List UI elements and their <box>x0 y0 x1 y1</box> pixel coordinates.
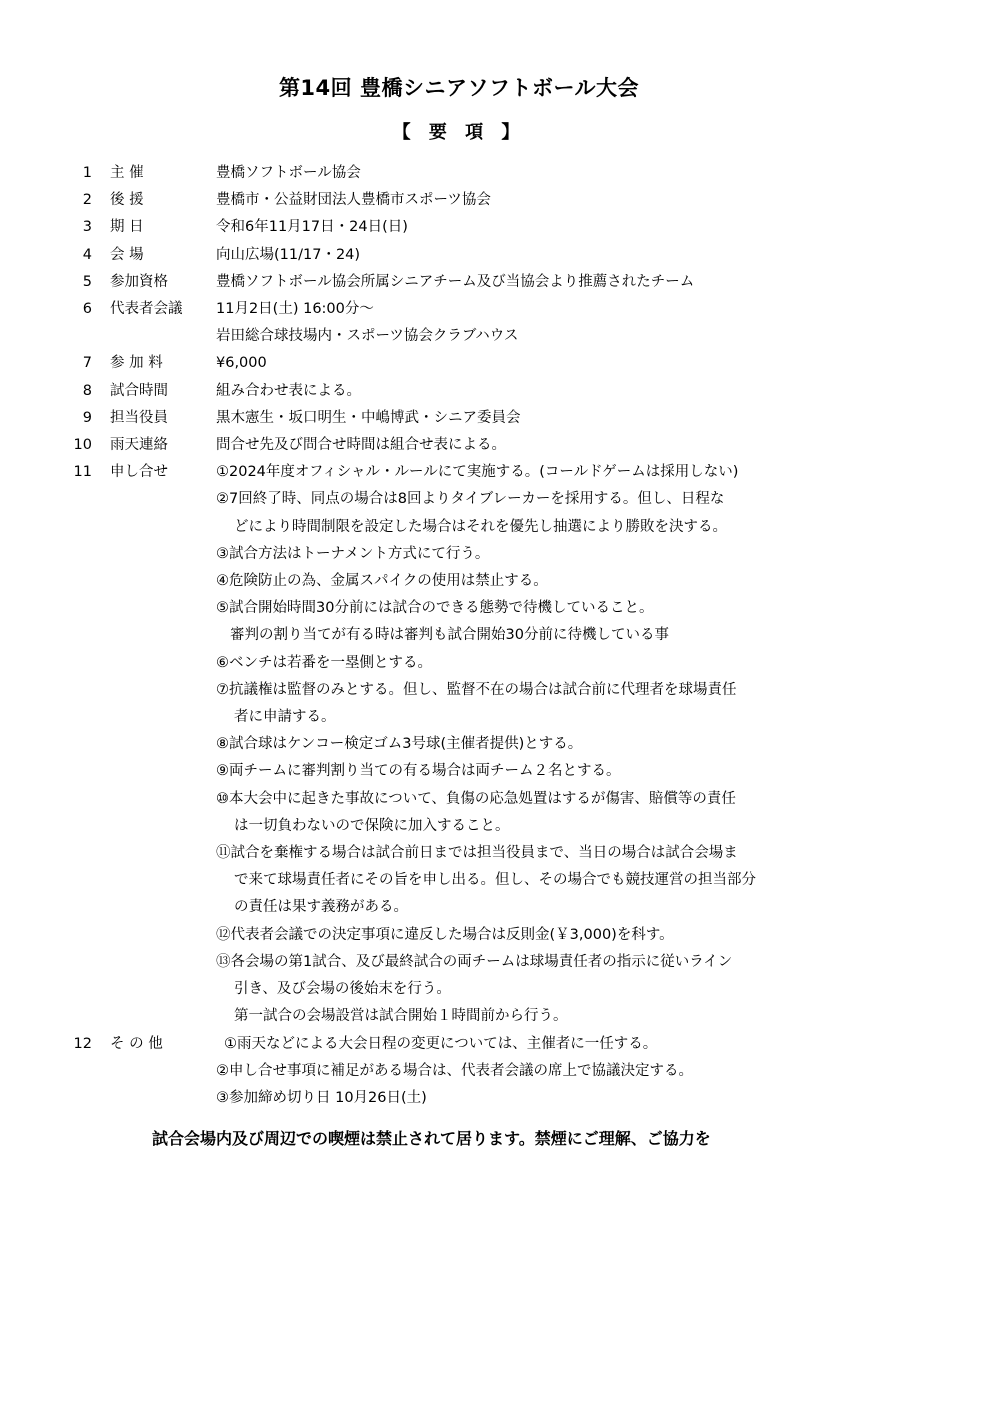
rule-line: 審判の割り当てが有る時は審判も試合開始30分前に待機している事 <box>230 627 669 644</box>
section-content <box>216 269 826 296</box>
rule-line: ⑦抗議権は監督のみとする。但し、監督不在の場合は試合前に代理者を球場責任 <box>216 681 737 698</box>
section-content <box>216 187 826 214</box>
section-label: 担当役員 <box>110 409 168 426</box>
section-line: ¥6,000 <box>216 355 267 372</box>
rule-line: ⑤試合開始時間30分前には試合のできる態勢で待機していること。 <box>216 600 654 617</box>
section-line: 令和6年11月17日・24日(日) <box>216 219 408 236</box>
rule-line: ⑬各会場の第1試合、及び最終試合の両チームは球場責任者の指示に従いライン <box>216 953 733 970</box>
rule-line: は一切負わないので保険に加入すること。 <box>234 817 510 834</box>
section-row <box>0 405 992 432</box>
section-number: 12 <box>73 1035 92 1052</box>
rule-line: 第一試合の会場設営は試合開始１時間前から行う。 <box>234 1008 568 1025</box>
section-content <box>216 242 826 269</box>
section-label: 参 加 料 <box>110 355 163 372</box>
rule-line: どにより時間制限を設定した場合はそれを優先し抽選により勝敗を決する。 <box>234 518 727 535</box>
section-number: 7 <box>82 355 92 372</box>
section-row <box>0 1031 992 1113</box>
no-smoking-notice: 試合会場内及び周辺での喫煙は禁止されて居ります。禁煙にご理解、ご協力を <box>152 1129 711 1148</box>
section-row <box>0 242 992 269</box>
section-line: 豊橋市・公益財団法人豊橋市スポーツ協会 <box>216 192 491 209</box>
rule-line: ⑥ベンチは若番を一塁側とする。 <box>216 654 432 671</box>
rule-line: ③試合方法はトーナメント方式にて行う。 <box>216 545 490 562</box>
rule-line: で来て球場責任者にその旨を申し出る。但し、その場合でも競技運営の担当部分 <box>234 872 756 889</box>
rule-line: ①2024年度オフィシャル・ルールにて実施する。(コールドゲームは採用しない) <box>216 464 739 481</box>
section-number: 8 <box>82 382 92 399</box>
rule-line: の責任は果す義務がある。 <box>234 899 408 916</box>
section-line: 問合せ先及び問合せ時間は組合せ表による。 <box>216 437 506 454</box>
section-line: 豊橋ソフトボール協会 <box>216 165 361 181</box>
section-number: 6 <box>82 301 92 318</box>
section-number: 9 <box>82 409 92 426</box>
section-label: 後 援 <box>110 192 144 209</box>
rule-line: ⑩本大会中に起きた事故について、負傷の応急処置はするが傷害、賠償等の責任 <box>216 790 736 807</box>
section-number: 5 <box>82 273 92 290</box>
section-content <box>216 350 826 377</box>
section-row <box>0 350 992 377</box>
section-label: 参加資格 <box>110 273 168 290</box>
other-line: ①雨天などによる大会日程の変更については、主催者に一任する。 <box>224 1035 658 1052</box>
section-row <box>0 214 992 241</box>
section-content <box>216 432 826 459</box>
rule-line: 引き、及び会場の後始末を行う。 <box>234 981 451 998</box>
section-label: 試合時間 <box>110 382 168 399</box>
section-content <box>216 160 826 187</box>
sections-list <box>0 160 992 1112</box>
rule-line: ②7回終了時、同点の場合は8回よりタイブレーカーを採用する。但し、日程な <box>216 491 725 508</box>
section-content <box>216 378 826 405</box>
section-number: 10 <box>73 437 92 454</box>
section-line: 向山広場(11/17・24) <box>216 246 361 263</box>
section-row <box>0 459 992 1030</box>
section-label: 期 日 <box>110 219 144 236</box>
section-line: 豊橋ソフトボール協会所属シニアチーム及び当協会より推薦されたチーム <box>216 273 695 290</box>
section-number: 2 <box>82 192 92 209</box>
section-content <box>216 1031 826 1113</box>
section-label: 代表者会議 <box>110 301 183 318</box>
section-content <box>216 459 826 1030</box>
section-row <box>0 187 992 214</box>
document-title: 第14回 豊橋シニアソフトボール大会 <box>278 76 640 100</box>
section-line: 組み合わせ表による。 <box>216 382 361 399</box>
other-line: ②申し合せ事項に補足がある場合は、代表者会議の席上で協議決定する。 <box>216 1062 693 1079</box>
section-number: 1 <box>82 165 92 181</box>
rule-line: 者に申請する。 <box>234 709 336 726</box>
section-number: 4 <box>82 246 92 263</box>
section-line: 11月2日(土) 16:00分～ <box>216 301 374 318</box>
rule-line: ⑫代表者会議での決定事項に違反した場合は反則金(￥3,000)を科す。 <box>216 926 674 943</box>
section-content <box>216 405 826 432</box>
section-line: 黒木憲生・坂口明生・中嶋博武・シニア委員会 <box>216 409 521 426</box>
other-line: ③参加締め切り日 10月26日(土) <box>216 1089 427 1106</box>
section-row <box>0 269 992 296</box>
section-number: 11 <box>73 464 92 481</box>
section-number: 3 <box>82 219 92 236</box>
section-label: 雨天連絡 <box>110 437 168 454</box>
section-label: 会 場 <box>110 246 144 263</box>
section-row <box>0 160 992 187</box>
section-label: そ の 他 <box>110 1035 163 1052</box>
rule-line: ⑪試合を棄権する場合は試合前日までは担当役員まで、当日の場合は試合会場ま <box>216 845 738 862</box>
section-content <box>216 296 826 350</box>
rule-line: ⑧試合球はケンコー検定ゴム3号球(主催者提供)とする。 <box>216 736 583 753</box>
section-row <box>0 296 992 350</box>
section-line: 岩田総合球技場内・スポーツ協会クラブハウス <box>216 328 519 345</box>
section-label: 主 催 <box>110 165 144 181</box>
document-subtitle: 【 要 項 】 <box>392 122 526 143</box>
section-label: 申し合せ <box>110 464 168 481</box>
rule-line: ④危険防止の為、金属スパイクの使用は禁止する。 <box>216 573 548 590</box>
section-row <box>0 378 992 405</box>
section-row <box>0 432 992 459</box>
rule-line: ⑨両チームに審判割り当ての有る場合は両チーム２名とする。 <box>216 763 621 780</box>
section-content <box>216 214 826 241</box>
